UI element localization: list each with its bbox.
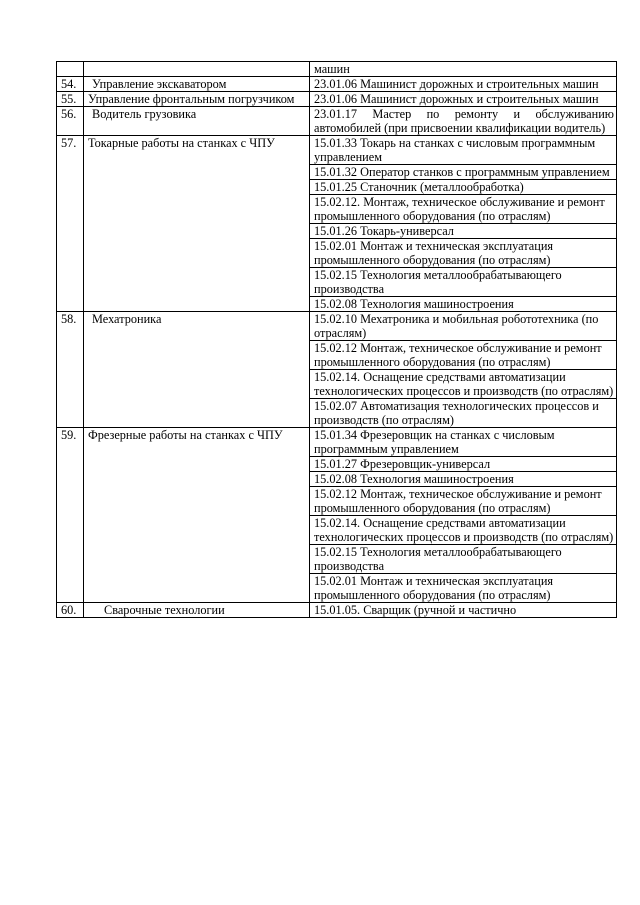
row-number: 56. bbox=[57, 107, 84, 136]
specialty-entry: машин bbox=[310, 62, 617, 77]
specialty-entry: 15.02.12 Монтаж, техническое обслуживание и ремонт промышленного оборудования (по отраслям) bbox=[310, 487, 617, 516]
table-row bbox=[57, 62, 617, 77]
row-number: 55. bbox=[57, 92, 84, 107]
competency-name-text: Фрезерные работы на станках с ЧПУ bbox=[88, 428, 283, 442]
specialty-entry: 15.02.10 Мехатроника и мобильная робототехника (по отраслям) bbox=[310, 312, 617, 341]
competency-name bbox=[84, 312, 310, 428]
competency-name-text: Водитель грузовика bbox=[92, 107, 197, 121]
specialty-entry: 15.02.08 Технология машиностроения bbox=[310, 297, 617, 312]
table-row bbox=[57, 428, 617, 457]
specialty-entry: 15.02.07 Автоматизация технологических процессов и производств (по отраслям) bbox=[310, 399, 617, 428]
specialty-entry: 15.01.32 Оператор станков с программным управлением bbox=[310, 165, 617, 180]
specialty-entry: 15.01.27 Фрезеровщик-универсал bbox=[310, 457, 617, 472]
competency-name-text: Сварочные технологии bbox=[104, 603, 225, 617]
specialty-entry: 15.02.08 Технология машиностроения bbox=[310, 472, 617, 487]
competency-name bbox=[84, 603, 310, 618]
row-number: 54. bbox=[57, 77, 84, 92]
specialty-entry: 15.02.12. Монтаж, техническое обслуживание и ремонт промышленного оборудования (по отраслям) bbox=[310, 195, 617, 224]
specialty-entry: 15.01.26 Токарь-универсал bbox=[310, 224, 617, 239]
specialties-table bbox=[56, 61, 617, 618]
competency-name bbox=[84, 77, 310, 92]
row-number: 59. bbox=[57, 428, 84, 603]
competency-name bbox=[84, 62, 310, 77]
competency-name-text: Токарные работы на станках с ЧПУ bbox=[88, 136, 275, 150]
specialty-entry: 15.02.01 Монтаж и техническая эксплуатация промышленного оборудования (по отраслям) bbox=[310, 574, 617, 603]
competency-name-text: Управление фронтальным погрузчиком bbox=[88, 92, 295, 106]
table-row bbox=[57, 92, 617, 107]
specialty-entry: 15.01.05. Сварщик (ручной и частично bbox=[310, 603, 617, 618]
table-row bbox=[57, 77, 617, 92]
specialty-entry: 15.02.15 Технология металлообрабатывающего производства bbox=[310, 545, 617, 574]
competency-name bbox=[84, 107, 310, 136]
table-row bbox=[57, 603, 617, 618]
table-body bbox=[57, 62, 617, 618]
specialty-entry: 15.02.01 Монтаж и техническая эксплуатация промышленного оборудования (по отраслям) bbox=[310, 239, 617, 268]
competency-name-text: Мехатроника bbox=[92, 312, 162, 326]
specialty-entry: 15.02.12 Монтаж, техническое обслуживание и ремонт промышленного оборудования (по отраслям) bbox=[310, 341, 617, 370]
competency-name bbox=[84, 136, 310, 312]
table-row bbox=[57, 312, 617, 341]
specialty-entry: 15.02.14. Оснащение средствами автоматизации технологических процессов и производств (по отраслям) bbox=[310, 370, 617, 399]
specialty-entry: 15.02.14. Оснащение средствами автоматизации технологических процессов и производств (по отраслям) bbox=[310, 516, 617, 545]
row-number: 57. bbox=[57, 136, 84, 312]
row-number: 60. bbox=[57, 603, 84, 618]
specialty-entry: 15.01.25 Станочник (металлообработка) bbox=[310, 180, 617, 195]
specialty-entry: 15.01.33 Токарь на станках с числовым программным управлением bbox=[310, 136, 617, 165]
specialty-entry: 23.01.06 Машинист дорожных и строительных машин bbox=[310, 92, 617, 107]
table-row bbox=[57, 107, 617, 136]
competency-name bbox=[84, 428, 310, 603]
row-number: 58. bbox=[57, 312, 84, 428]
competency-name bbox=[84, 92, 310, 107]
table-row bbox=[57, 136, 617, 165]
specialty-entry: 23.01.06 Машинист дорожных и строительных машин bbox=[310, 77, 617, 92]
competency-name-text: Управление экскаватором bbox=[92, 77, 227, 91]
specialty-entry: 15.02.15 Технология металлообрабатывающего производства bbox=[310, 268, 617, 297]
row-number bbox=[57, 62, 84, 77]
specialty-entry: 15.01.34 Фрезеровщик на станках с числовым программным управлением bbox=[310, 428, 617, 457]
specialty-entry: 23.01.17 Мастер по ремонту и обслуживанию автомобилей (при присвоении квалификации водитель) bbox=[310, 107, 617, 136]
